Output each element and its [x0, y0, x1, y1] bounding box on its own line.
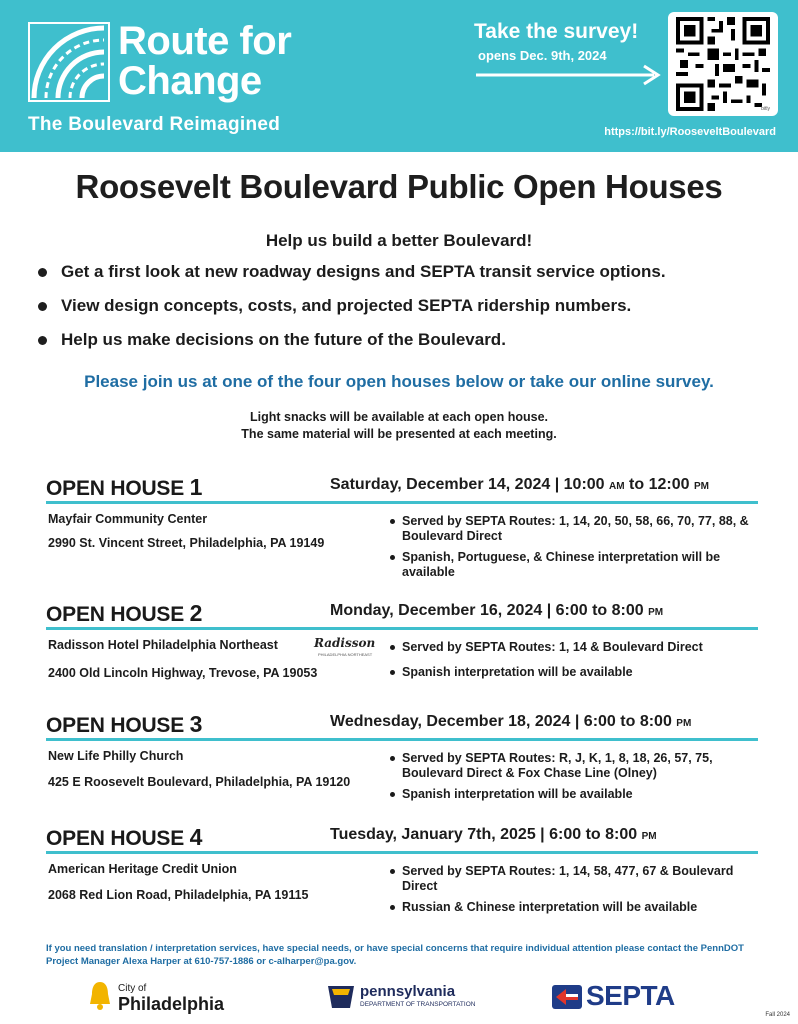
meridiem-end: PM — [676, 718, 692, 729]
meeting-note-line2: The same material will be presented at each meeting. — [241, 427, 557, 441]
venue-name: Radisson Hotel Philadelphia Northeast — [48, 638, 278, 652]
list-item: Spanish, Portuguese, & Chinese interpretation will be available — [390, 550, 758, 580]
open-house-title — [46, 711, 202, 738]
open-house-number: 1 — [189, 474, 203, 500]
date-text: Saturday, December 14, 2024 | 10:00 — [330, 476, 605, 493]
open-house-label: OPEN HOUSE — [46, 827, 185, 850]
section-divider — [46, 851, 758, 854]
open-house-number: 4 — [189, 824, 203, 850]
brand-tagline: The Boulevard Reimagined — [28, 114, 281, 135]
list-item — [36, 330, 666, 364]
open-house-label: OPEN HOUSE — [46, 714, 185, 737]
brand-title-line2: Change — [118, 59, 262, 103]
qr-code-icon — [675, 17, 771, 111]
invitation-text: Please join us at one of the four open houses below or take our online survey. — [84, 372, 714, 391]
date-text: Wednesday, December 18, 2024 | 6:00 to 8:00 — [330, 713, 672, 730]
radisson-logo: Radisson — [314, 636, 376, 650]
list-item: Spanish interpretation will be available — [390, 665, 758, 680]
arrow-right-icon — [476, 64, 666, 86]
details-list — [390, 864, 758, 921]
header-banner — [0, 0, 798, 152]
edition-label: Fall 2024 — [765, 1012, 790, 1018]
open-house-title — [46, 474, 202, 501]
qr-brand-tag: bitly — [761, 106, 770, 112]
venue-name: New Life Philly Church — [48, 749, 184, 763]
venue-name: American Heritage Credit Union — [48, 862, 237, 876]
venue-name: Mayfair Community Center — [48, 512, 208, 526]
meeting-note-line1: Light snacks will be available at each open house. — [249, 410, 548, 424]
benefits-list — [36, 262, 666, 364]
survey-title: Take the survey! — [474, 20, 639, 43]
page-title: Roosevelt Boulevard Public Open Houses — [75, 168, 723, 205]
road-arcs-logo-icon — [28, 22, 110, 102]
radisson-logo-subtext: PHILADELPHIA NORTHEAST — [318, 652, 373, 657]
list-item — [36, 296, 666, 330]
section-divider — [46, 501, 758, 504]
meridiem-end: PM — [641, 831, 657, 842]
venue-address: 425 E Roosevelt Boulevard, Philadelphia, PA 19120 — [48, 775, 351, 789]
liberty-bell-icon — [86, 980, 114, 1012]
open-house-date — [330, 713, 691, 731]
septa-logo-icon — [552, 985, 582, 1009]
open-house-number: 2 — [189, 600, 203, 626]
list-item: Russian & Chinese interpretation will be available — [390, 900, 758, 915]
open-house-date — [330, 476, 709, 494]
bullet-icon — [38, 268, 47, 277]
date-text: Monday, December 16, 2024 | 6:00 to 8:00 — [330, 602, 644, 619]
list-item: Spanish interpretation will be available — [390, 787, 758, 802]
open-house-1 — [46, 474, 758, 594]
venue-address: 2990 St. Vincent Street, Philadelphia, PA 19149 — [48, 536, 325, 550]
page-subtitle: Help us build a better Boulevard! — [265, 231, 533, 250]
septa-logo-text: SEPTA — [586, 980, 675, 1011]
survey-link[interactable]: https://bit.ly/RooseveltBoulevard — [604, 126, 776, 138]
keystone-icon — [326, 984, 356, 1010]
details-list — [390, 514, 758, 586]
meridiem-end: PM — [693, 481, 709, 492]
venue-address: 2068 Red Lion Road, Philadelphia, PA 19115 — [48, 888, 309, 902]
penndot-department-text: DEPARTMENT OF TRANSPORTATION — [360, 1001, 476, 1008]
list-item — [36, 262, 666, 296]
list-item-text: Get a first look at new roadway designs and SEPTA transit service options. — [61, 262, 666, 281]
open-house-2 — [46, 600, 758, 700]
open-house-title — [46, 600, 202, 627]
list-item: Served by SEPTA Routes: R, J, K, 1, 8, 18, 26, 57, 75, Boulevard Direct & Fox Chase Line (Olney) — [390, 751, 758, 781]
pennsylvania-logo-text: pennsylvania — [360, 983, 456, 1000]
open-house-label: OPEN HOUSE — [46, 603, 185, 626]
survey-open-date: opens Dec. 9th, 2024 — [478, 48, 607, 63]
list-item-text: Help us make decisions on the future of the Boulevard. — [61, 330, 506, 349]
time-end: to 12:00 — [629, 476, 690, 493]
list-item-text: View design concepts, costs, and projected SEPTA ridership numbers. — [61, 296, 632, 315]
details-list — [390, 640, 758, 686]
list-item: Served by SEPTA Routes: 1, 14, 58, 477, 67 & Boulevard Direct — [390, 864, 758, 894]
brand-title-line1: Route for — [118, 19, 292, 63]
open-house-title — [46, 824, 202, 851]
open-house-number: 3 — [189, 711, 203, 737]
section-divider — [46, 738, 758, 741]
open-house-label: OPEN HOUSE — [46, 477, 185, 500]
date-text: Tuesday, January 7th, 2025 | 6:00 to 8:00 — [330, 826, 638, 843]
bullet-icon — [38, 302, 47, 311]
qr-code[interactable] — [668, 12, 778, 116]
list-item: Served by SEPTA Routes: 1, 14 & Boulevard Direct — [390, 640, 758, 655]
accessibility-contact-note: If you need translation / interpretation services, have special needs, or have special concerns that require individual attention please contact the PennDOT Project Manager Alexa Harper at 610-757-1886 or c-alharper@pa.gov. — [46, 943, 744, 967]
philadelphia-logo-text: Philadelphia — [118, 994, 225, 1014]
meeting-note — [0, 409, 798, 443]
venue-address: 2400 Old Lincoln Highway, Trevose, PA 19053 — [48, 666, 318, 680]
list-item: Served by SEPTA Routes: 1, 14, 20, 50, 58, 66, 70, 77, 88, & Boulevard Direct — [390, 514, 758, 544]
city-of-label: City of — [118, 983, 147, 994]
open-house-3 — [46, 711, 758, 821]
meridiem-start: AM — [609, 481, 625, 492]
details-list — [390, 751, 758, 808]
section-divider — [46, 627, 758, 630]
open-house-date — [330, 602, 663, 620]
open-house-4 — [46, 824, 758, 934]
meridiem-end: PM — [648, 607, 664, 618]
open-house-date — [330, 826, 657, 844]
bullet-icon — [38, 336, 47, 345]
